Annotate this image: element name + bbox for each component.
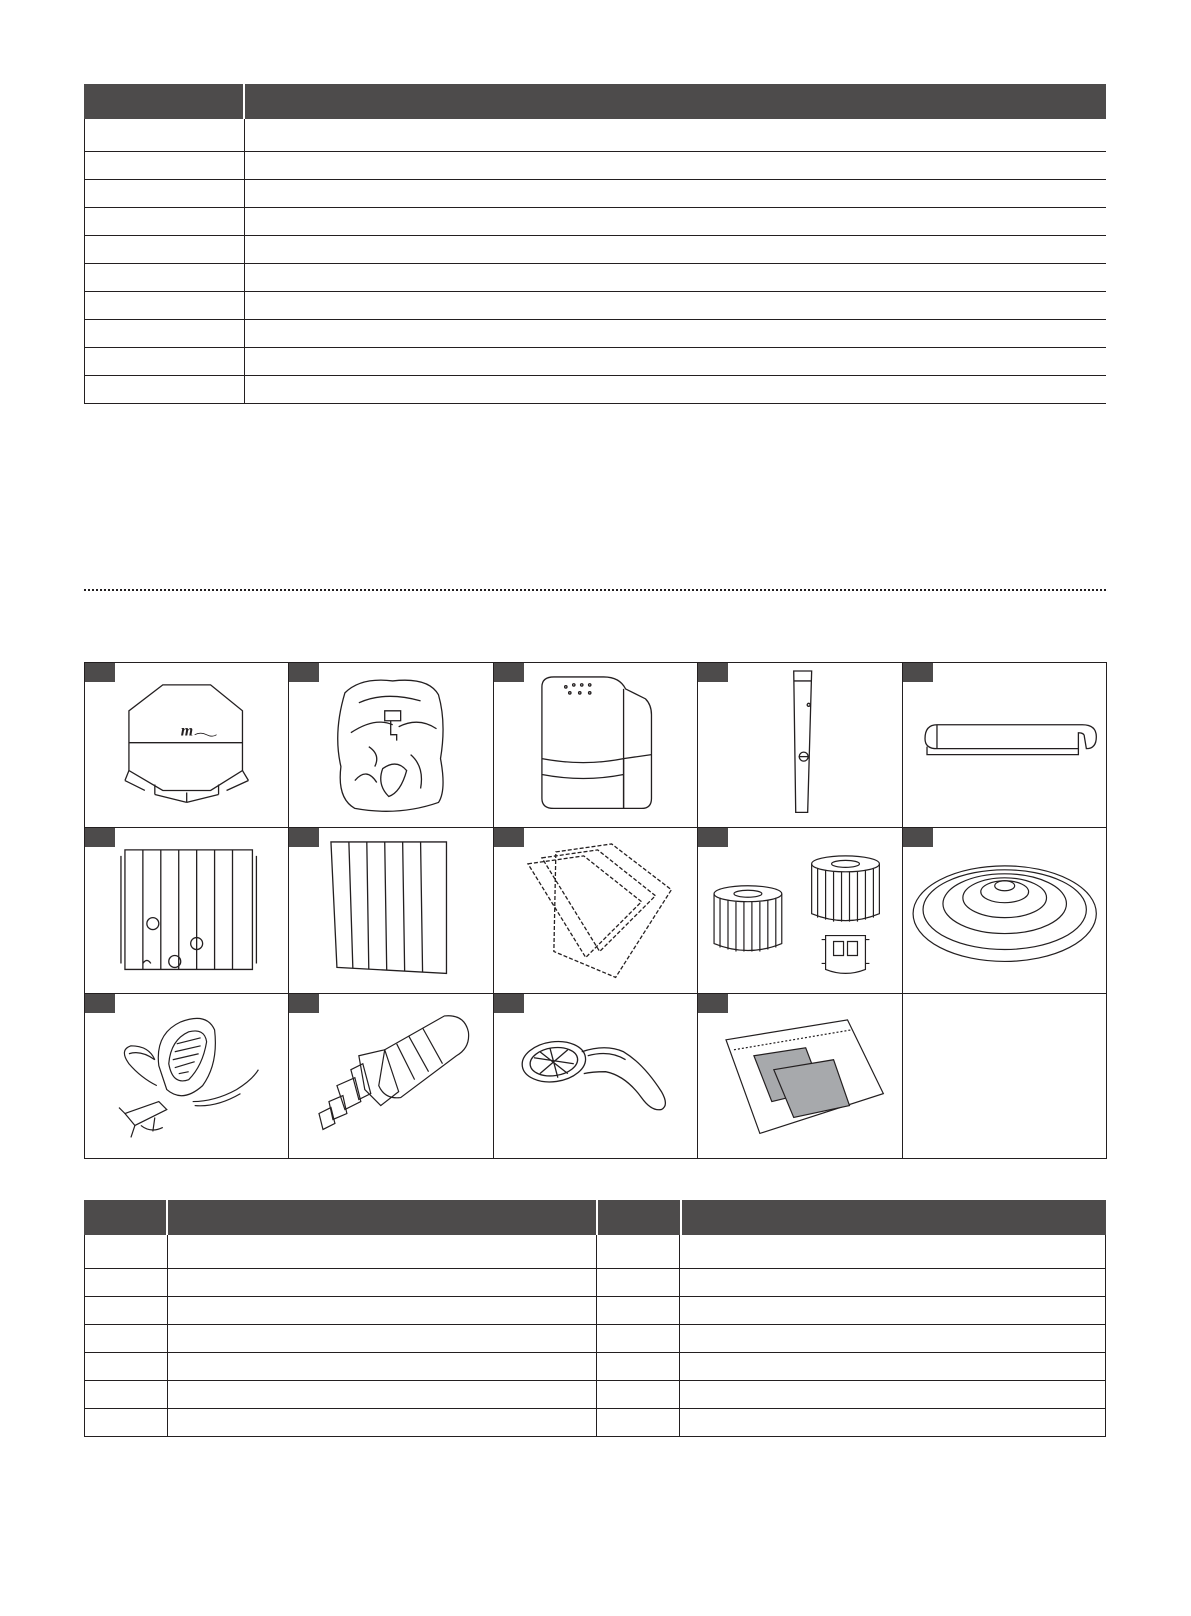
- part-cell: [85, 994, 289, 1159]
- part-cell: [289, 828, 493, 993]
- foot-pump-icon: [85, 994, 288, 1158]
- list-cell: [168, 1297, 597, 1324]
- spec-cell: [85, 264, 245, 291]
- list-cell: [597, 1353, 680, 1380]
- list-cell: [85, 1353, 168, 1380]
- list-cell: [85, 1381, 168, 1408]
- part-cell: [903, 828, 1107, 993]
- parts-grid: [84, 662, 1107, 1159]
- table-row: [85, 180, 1106, 208]
- table-row: [85, 376, 1106, 404]
- control-unit-icon: [494, 663, 697, 827]
- base-panel-icon: [289, 828, 492, 992]
- repair-patch-icon: [698, 994, 901, 1158]
- spec-cell: [245, 320, 1106, 347]
- spec-cell: [245, 292, 1106, 319]
- table-row: [85, 1269, 1106, 1297]
- spec-table: [84, 84, 1106, 404]
- list-cell: [680, 1325, 1106, 1352]
- list-header-cell: [168, 1200, 598, 1235]
- spec-cell: [245, 376, 1106, 403]
- list-cell: [597, 1235, 680, 1268]
- list-cell: [597, 1381, 680, 1408]
- spec-cell: [85, 208, 245, 235]
- table-row: [85, 1381, 1106, 1409]
- list-cell: [85, 1297, 168, 1324]
- edge-clip-icon: [903, 663, 1106, 827]
- list-cell: [85, 1235, 168, 1268]
- support-bar-icon: [698, 663, 901, 827]
- filter-cartridge-icon: [698, 828, 901, 992]
- part-cell: [494, 663, 698, 828]
- spec-table-header: [84, 84, 1106, 119]
- list-cell: [85, 1409, 168, 1436]
- spec-cell: [245, 180, 1106, 207]
- list-cell: [168, 1325, 597, 1352]
- wrench-icon: [494, 994, 697, 1158]
- list-cell: [680, 1353, 1106, 1380]
- spec-cell: [85, 320, 245, 347]
- hot-tub-icon: [85, 663, 288, 827]
- list-cell: [85, 1269, 168, 1296]
- list-cell: [680, 1269, 1106, 1296]
- part-cell: [289, 994, 493, 1159]
- spec-cell: [245, 348, 1106, 375]
- table-row: [85, 348, 1106, 376]
- table-row: [85, 1325, 1106, 1353]
- spec-cell: [85, 119, 245, 151]
- part-cell: [698, 828, 902, 993]
- parts-list-table: [84, 1200, 1106, 1437]
- list-cell: [168, 1409, 597, 1436]
- part-cell: [85, 828, 289, 993]
- parts-list-header: [84, 1200, 1106, 1235]
- spec-cell: [85, 236, 245, 263]
- spec-cell: [245, 152, 1106, 179]
- part-cell: [494, 994, 698, 1159]
- brand-logo: m: [180, 722, 194, 740]
- spec-cell: [85, 292, 245, 319]
- list-cell: [85, 1325, 168, 1352]
- list-cell: [680, 1297, 1106, 1324]
- spec-cell: [85, 180, 245, 207]
- table-row: [85, 320, 1106, 348]
- floor-mat-icon: [494, 828, 697, 992]
- spec-cell: [85, 348, 245, 375]
- spec-cell: [245, 208, 1106, 235]
- list-header-cell: [682, 1200, 1106, 1235]
- list-cell: [680, 1381, 1106, 1408]
- ground-sheet-icon: [903, 828, 1106, 992]
- section-divider: [84, 589, 1106, 591]
- table-row: [85, 1353, 1106, 1381]
- list-cell: [168, 1235, 597, 1268]
- list-header-cell: [598, 1200, 682, 1235]
- spec-header-cell: [245, 84, 1106, 119]
- empty-cell: [903, 994, 1107, 1159]
- list-cell: [680, 1235, 1106, 1268]
- part-cell: [289, 663, 493, 828]
- spec-cell: [245, 236, 1106, 263]
- spec-header-cell: [84, 84, 245, 119]
- part-cell: [494, 828, 698, 993]
- list-header-cell: [84, 1200, 168, 1235]
- wall-panel-icon: [85, 828, 288, 992]
- list-cell: [168, 1381, 597, 1408]
- list-cell: [168, 1269, 597, 1296]
- table-row: [85, 152, 1106, 180]
- list-cell: [680, 1409, 1106, 1436]
- connector-icon: [289, 994, 492, 1158]
- table-row: [85, 264, 1106, 292]
- table-row: [85, 1409, 1106, 1437]
- spec-cell: [245, 264, 1106, 291]
- table-row: [85, 119, 1106, 152]
- table-row: [85, 292, 1106, 320]
- part-cell: [85, 663, 289, 828]
- spec-cell: [245, 119, 1106, 151]
- cover-bag-icon: [289, 663, 492, 827]
- part-cell: [698, 994, 902, 1159]
- table-row: [85, 208, 1106, 236]
- list-cell: [597, 1409, 680, 1436]
- spec-cell: [85, 376, 245, 403]
- list-cell: [168, 1353, 597, 1380]
- part-cell: [698, 663, 902, 828]
- table-row: [85, 1297, 1106, 1325]
- part-cell: [903, 663, 1107, 828]
- table-row: [85, 1235, 1106, 1269]
- list-cell: [597, 1325, 680, 1352]
- table-row: [85, 236, 1106, 264]
- list-cell: [597, 1297, 680, 1324]
- list-cell: [597, 1269, 680, 1296]
- spec-cell: [85, 152, 245, 179]
